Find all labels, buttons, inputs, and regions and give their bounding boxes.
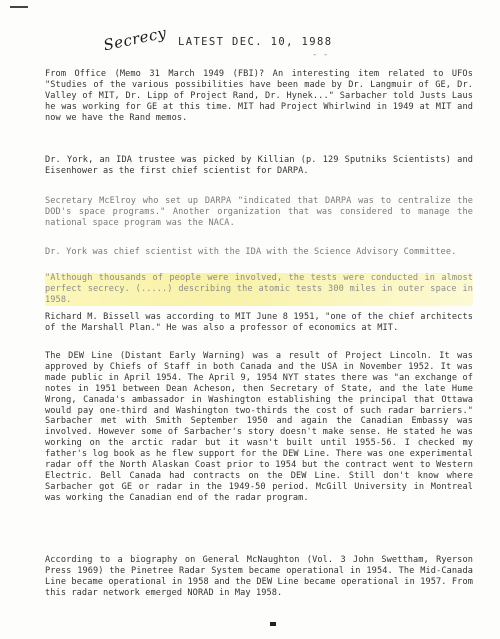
paragraph-york-darpa: Dr. York, an IDA trustee was picked by Killian (p. 129 Sputniks Scientists) and Eisenhower as the first chief scientist for DARPA. bbox=[45, 155, 473, 176]
paragraph-mcelroy: Secretary McElroy who set up DARPA "indicated that DARPA was to centralize the DOD's space programs." Another organization that was considered to manage the national space program was the NACA. bbox=[45, 196, 473, 228]
handwritten-note: Secrecy bbox=[101, 23, 169, 55]
paragraph-secrecy-quote: "Although thousands of people were involved, the tests were conducted in almost perfect secrecy. (.....) describing the atomic tests 300 miles in outer space in 1958. bbox=[45, 273, 473, 305]
paragraph-dew-line: The DEW Line (Distant Early Warning) was a result of Project Lincoln. It was approved by Chiefs of Staff in both Canada and the USA in November 1952. It was made public in April 1954. The April 9, 1954 NYT states there was "an exchange of notes in 1951 between Dean Acheson, then Secretary of State, and the late Hume Wrong, Canada's ambassador in Washington establishing the principal that Ottawa would pay one-third and Washington two-thirds the cost of such radar barriers." Sarbacher met with Smith September 1950 and again the Canadian Embassy was involved. However some of Sarbacher's story doesn't make sense. He stated he was working on the arctic radar but it wasn't built until 1955-56. I checked my father's log book as he flew support for the DEW Line. There was one experimental radar off the North Alaskan Coast prior to 1954 but the contract went to Western Electric. Bell Canada had contracts on the DEW Line. Still don't know where Sarbacher got GE or radar in the 1949-50 period. McGill University in Montreal was working the Canadian end of the radar program. bbox=[45, 351, 473, 503]
page-mark bbox=[270, 622, 276, 626]
corner-mark bbox=[10, 6, 28, 8]
paragraph-mcnaughton: According to a biography on General McNaughton (Vol. 3 John Swettham, Ryerson Press 1969) the Pinetree Radar System became operational in 1954. The Mid-Canada Line became operational in 1958 and the DEW Line became operational in 1957. From this radar network emerged NORAD in May 1958. bbox=[45, 555, 473, 598]
paragraph-bissell: Richard M. Bissell was according to MIT June 8 1951, "one of the chief architects of the Marshall Plan." He was also a professor of economics at MIT. bbox=[45, 312, 473, 333]
handwritten-mark: - - bbox=[312, 50, 329, 60]
paragraph-york-ida: Dr. York was chief scientist with the IDA with the Science Advisory Committee. bbox=[45, 247, 457, 257]
paragraph-ufo-memo: From Office (Memo 31 March 1949 (FBI)? An interesting item related to UFOs "Studies of the various possibilities have been made by Dr. Langmuir of GE, Dr. Valley of MIT, Dr. Lipp of Project Rand, Dr. Hynek..." Sarbacher told Justs Laus he was working for GE at this time. MIT had Project Whirlwind in 1949 at MIT and now we have the Rand memos. bbox=[45, 69, 473, 123]
document-title: LATEST DEC. 10, 1988 bbox=[178, 36, 333, 48]
